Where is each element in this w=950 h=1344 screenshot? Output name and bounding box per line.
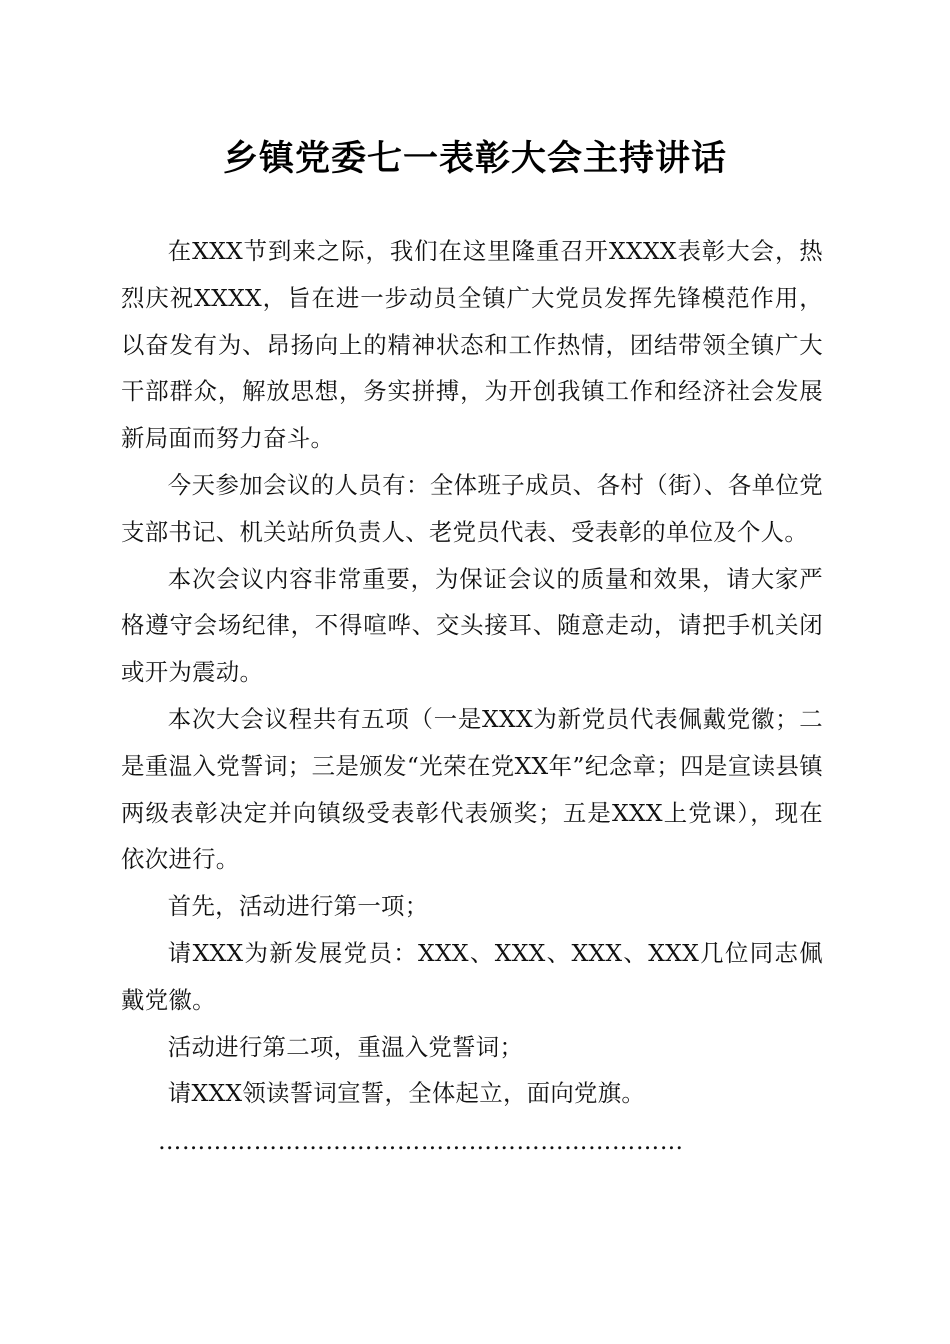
paragraph-discipline: 本次会议内容非常重要，为保证会议的质量和效果，请大家严格遵守会场纪律，不得喧哗、交头接耳、随意走动，请把手机关闭或开为震动。: [121, 564, 823, 687]
paragraph-first-item: 首先，活动进行第一项；: [167, 892, 429, 921]
continuation-ellipsis: …………………………………………………………: [158, 1127, 684, 1155]
document-body: [121, 228, 823, 1117]
paragraph-second-item: 活动进行第二项，重温入党誓词；: [167, 1032, 524, 1061]
paragraph-agenda: 本次大会议程共有五项（一是XXX为新党员代表佩戴党徽；二是重温入党誓词；三是颁发“光荣在党XX年”纪念章；四是宣读县镇两级表彰决定并向镇级受表彰代表颁奖；五是XXX上党课），现在依次进行。: [121, 704, 823, 874]
paragraph-oath: 请XXX领读誓词宣誓，全体起立，面向党旗。: [167, 1079, 646, 1108]
paragraph-attendees: 今天参加会议的人员有：全体班子成员、各村（街）、各单位党支部书记、机关站所负责人、老党员代表、受表彰的单位及个人。: [121, 470, 823, 546]
document-title: 乡镇党委七一表彰大会主持讲话: [222, 138, 727, 179]
paragraph-opening: 在XXX节到来之际，我们在这里隆重召开XXXX表彰大会，热烈庆祝XXXX，旨在进一步动员全镇广大党员发挥先锋模范作用，以奋发有为、昂扬向上的精神状态和工作热情，团结带领全镇广大干部群众，解放思想，务实拼搏，为开创我镇工作和经济社会发展新局面而努力奋斗。: [121, 237, 823, 453]
paragraph-badge-wearing: 请XXX为新发展党员：XXX、XXX、XXX、XXX几位同志佩戴党徽。: [121, 938, 823, 1014]
